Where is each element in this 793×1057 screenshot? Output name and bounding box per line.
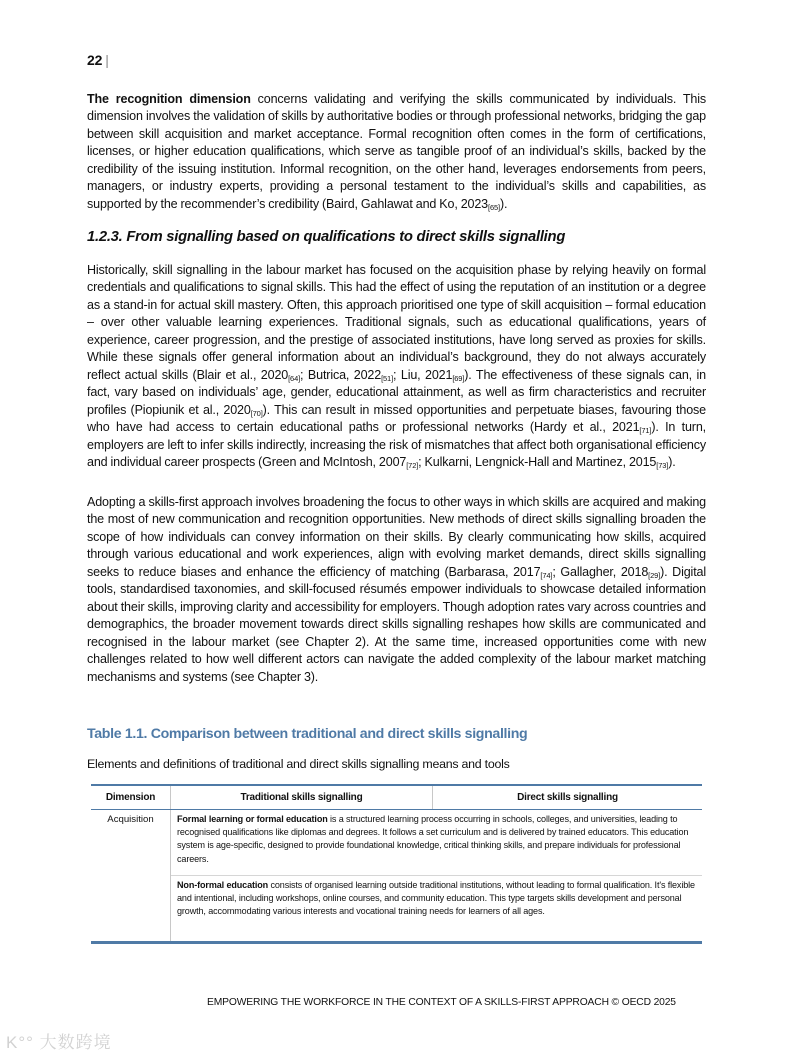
section-paragraph-2 xyxy=(87,494,706,686)
column-header-dimension: Dimension xyxy=(105,792,156,803)
para1-text-4: ). The effectiveness of these signals can, in fact, vary based on individuals’ age, gender, educational attainment, as well as firm characteristics and recruiter profiles (Piopiunik et al., 2020 xyxy=(87,367,706,417)
page-footer: EMPOWERING THE WORKFORCE IN THE CONTEXT OF A SKILLS-FIRST APPROACH © OECD 2025 xyxy=(207,997,676,1008)
page-number xyxy=(87,52,109,68)
reference-link[interactable]: [65] xyxy=(488,202,500,212)
reference-link[interactable]: [29] xyxy=(648,570,661,580)
table-title: Table 1.1. Comparison between traditional and direct skills signalling xyxy=(87,726,528,742)
table-row xyxy=(91,810,702,941)
para2-text-3: ). Digital tools, standardised taxonomies, and skill-focused résumés empower individuals to showcase detailed information about their skills, improving clarity and accessibility for employers. Though adoption rates vary across countries and demographics, the broader movement towards direct skills signalling reshapes how skills are communicated and recognised in the labour market (see Chapter 2). At the same time, increased opportunities come with new challenges related to how well different actors can navigate the added complexity of the labour market matching mechanisms and systems (see Chapter 3). xyxy=(87,564,706,684)
recognition-paragraph-block xyxy=(87,91,706,213)
para2-text-1: Adopting a skills-first approach involves broadening the focus to other ways in which skills are acquired and making the most of new communication and recognition opportunities. New methods of direct skills signalling broaden the scope of how individuals can convey information on their skills. By clearly communicating how skills, acquired through various educational and work experiences, align with evolving market demands, direct skills signalling seeks to reduce biases and enhance the efficiency of matching (Barbarasa, 2017 xyxy=(87,495,706,579)
table-subtitle: Elements and definitions of traditional and direct skills signalling means and tools xyxy=(87,757,510,771)
para1-text-6: ). In turn, employers are left to infer skills indirectly, increasing the risk of mismatches that affect both organisational efficiency and individual career prospects (Green and McIntosh, 2007 xyxy=(87,420,706,469)
para1-text-5: ). This can result in missed opportunities and perpetuate biases, favouring those who have had access to certain educational paths or professional networks (Hardy et al., 2021 xyxy=(87,402,706,435)
reference-link[interactable]: [71] xyxy=(639,426,652,436)
recognition-paragraph xyxy=(87,91,706,213)
entry-term: Non-formal education xyxy=(177,880,269,890)
reference-link[interactable]: [69] xyxy=(452,373,465,383)
para1-text-7: ; Kulkarni, Lengnick-Hall and Martinez, 2015 xyxy=(418,454,657,469)
reference-link[interactable]: [64] xyxy=(288,373,301,383)
reference-link[interactable]: [73] xyxy=(656,460,669,470)
section-paragraph-1-block xyxy=(87,262,706,471)
section-paragraph-2-block xyxy=(87,494,706,686)
section-heading: 1.2.3. From signalling based on qualifications to direct skills signalling xyxy=(87,229,566,245)
section-paragraph-1 xyxy=(87,262,706,471)
column-header-traditional: Traditional skills signalling xyxy=(170,786,432,809)
page-number-separator: | xyxy=(105,52,109,68)
entry-definition: consists of organised learning outside traditional institutions, without leading to formal qualification. It's flexible and intentional, including workshops, online courses, and community education. This type targets skills development and personal growth, accommodating various interests and vocational training needs for learners of all ages. xyxy=(177,880,695,917)
description-cell xyxy=(170,810,702,941)
para1-text-1: Historically, skill signalling in the labour market has focused on the acquisition phase by relying heavily on formal credentials and qualifications to signal skills. This had the effect of using the reputation of an institution or a degree as a stand-in for actual skill mastery. Often, this approach prioritised one type of skill acquisition – formal education – over other valuable learning experiences. Traditional signals, such as educational qualifications, years of experience, career progression, and the prestige of associated institutions, have long served as proxies for skills. While these signals offer general information about an individual’s background, they do not always accurately reflect actual skills (Blair et al., 2020 xyxy=(87,263,706,382)
table-header-row xyxy=(91,786,702,810)
comparison-table xyxy=(91,784,702,944)
para1-text-8: ). xyxy=(668,454,676,469)
reference-link[interactable]: [72] xyxy=(406,460,419,470)
reference-link[interactable]: [70] xyxy=(250,408,263,418)
watermark-logo: K°° 大数跨境 xyxy=(6,1033,112,1052)
reference-link[interactable]: [51] xyxy=(381,373,394,383)
recognition-text: concerns validating and verifying the skills communicated by individuals. This dimension involves the validation of skills by authoritative bodies or through professional networks, bridging the gap between skill acquisition and market acceptance. Formal recognition often comes in the form of certifications, licenses, or higher education qualifications, which serve as tangible proof of an individual’s skills, backed by the credibility of the issuing institution. Informal recognition, on the other hand, leverages endorsements from peers, managers, or industry experts, providing a personal testament to the individual’s skills and capabilities, as supported by the recommender’s credibility (Baird, Gahlawat and Ko, 2023 xyxy=(87,92,706,211)
page-number-value: 22 xyxy=(87,52,103,68)
table-entry-formal-learning xyxy=(171,810,702,875)
para1-text-2: ; Butrica, 2022 xyxy=(300,367,382,382)
entry-term: Formal learning or formal education xyxy=(177,814,328,824)
recognition-lead: The recognition dimension xyxy=(87,92,251,106)
table-entry-non-formal-education xyxy=(171,875,702,919)
column-header-direct: Direct skills signalling xyxy=(432,786,702,809)
reference-link[interactable]: [74] xyxy=(540,570,553,580)
recognition-tail: ). xyxy=(499,196,508,211)
para1-text-3: ; Liu, 2021 xyxy=(393,367,453,382)
para2-text-2: ; Gallagher, 2018 xyxy=(552,564,649,579)
entry-definition: is a structured learning process occurring in schools, colleges, and universities, leading to recognised qualifications like diplomas and degrees. It follows a set curriculum and is delivered by trained educators. This education system is age-specific, designed to provide foundational knowledge, critical thinking skills, and prepare individuals for professional careers. xyxy=(177,814,689,864)
dimension-cell: Acquisition xyxy=(107,814,154,825)
